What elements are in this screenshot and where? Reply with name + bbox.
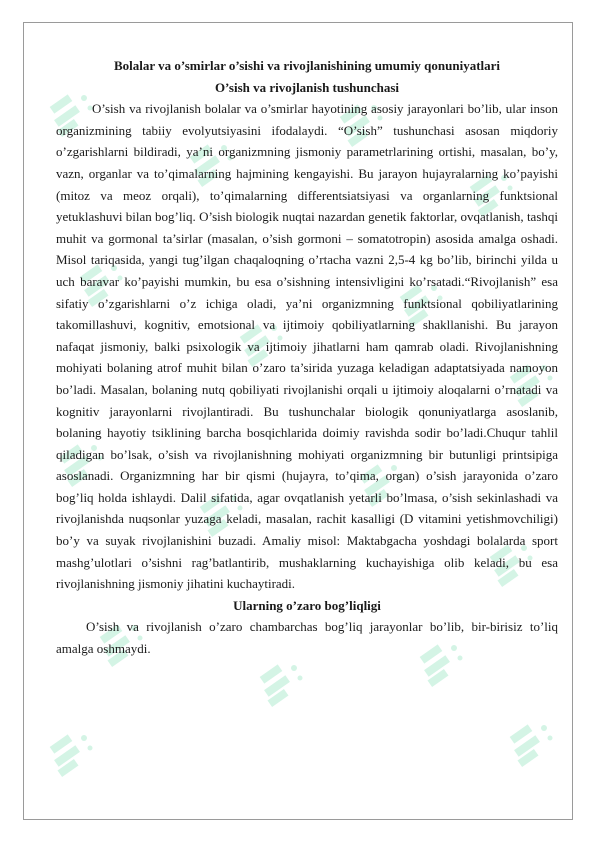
section-title-concept: O’sish va rivojlanish tushunchasi xyxy=(214,79,400,95)
section-title-relation: Ularning o’zaro bog’liqligi xyxy=(233,597,381,613)
document-body xyxy=(56,55,558,660)
paragraph-concept: O’sish va rivojlanish bolalar va o’smirlar hayotining asosiy jarayonlari bo’lib, ular inson organizmining tabiiy evolyutsiyasini ifodalaydi. “O’sish” tushunchasi asosan miqdoriy o’zgarishlarni bildiradi, ya’ni organizmning jismoniy parametrlarining ortishi, masalan, bo’y, vazn, organlar va to’qimalarning hajmining kengayishi. Bu jarayon hujayralarning ko’payishi (mitoz va meoz orqali), to’qimalarning differentsiatsiyasi va organlarning funktsional yetuklashuvi bilan bog’liq. O’sish biologik nuqtai nazardan genetik faktorlar, ovqatlanish, tashqi muhit va gormonal ta’sirlar (masalan, o’sish gormoni – somatotropin) asosida amalga oshadi. Misol tariqasida, yangi tug’ilgan chaqaloqning o’rtacha vazni 2,5-4 kg bo’lib, birinchi yilda u uch baravar ko’payishi mumkin, bu esa o’sishning intensivligini ko’rsatadi.“Rivojlanish” esa sifatiy o’zgarishlarni o’z ichiga oladi, ya’ni organizmning funktsional qobiliyatlarining takomillashuvi, kognitiv, emotsional va ijtimoiy qobiliyatlarning shakllanishi. Bu jarayon nafaqat jismoniy, balki psixologik va ijtimoiy jihatlarni ham qamrab oladi. Rivojlanishning mohiyati bolaning atrof muhit bilan o’zaro ta’sirida yuzaga keladigan adaptatsiyada namoyon bo’ladi. Masalan, bolaning nutq qobiliyati rivojlanishi orqali u ijtimoiy aloqalarni o’rnatadi va kognitiv jarayonlarni rivojlantiradi. Bu tushunchalar biologik qonuniyatlarga asoslanib, bolaning hayotiy tsiklining barcha bosqichlarida doimiy ravishda sodir bo’ladi.Chuqur tahlil qiladigan bo’lsak, o’sish va rivojlanishning mohiyati organizmning bir butunligi printsipiga asoslanadi. Organizmning har bir qismi (hujayra, to’qima, organ) o’sish jarayonida o’zaro bog’liq holda ishlaydi. Dalil sifatida, agar ovqatlanish yetarli bo’lmasa, o’sish sekinlashadi va rivojlanishda nuqsonlar yuzaga keladi, masalan, rachit kasalligi (D vitamini yetishmovchiligi) bo’y va suyak rivojlanishini buzadi. Amaliy misol: Maktabgacha yoshdagi bolalarda sport mashg’ulotlari o’sishni rag’batlantirib, mushaklarning kuchayishiga olib keladi, bu esa rivojlanishning jismoniy jihatini kuchaytiradi. xyxy=(56,101,558,592)
paragraph-relation: O’sish va rivojlanish o’zaro chambarchas bog’liq jarayonlar bo’lib, bir-birisiz to’liq amalga oshmaydi. xyxy=(56,619,558,657)
main-title: Bolalar va o’smirlar o’sishi va rivojlanishining umumiy qonuniyatlari xyxy=(113,58,501,73)
